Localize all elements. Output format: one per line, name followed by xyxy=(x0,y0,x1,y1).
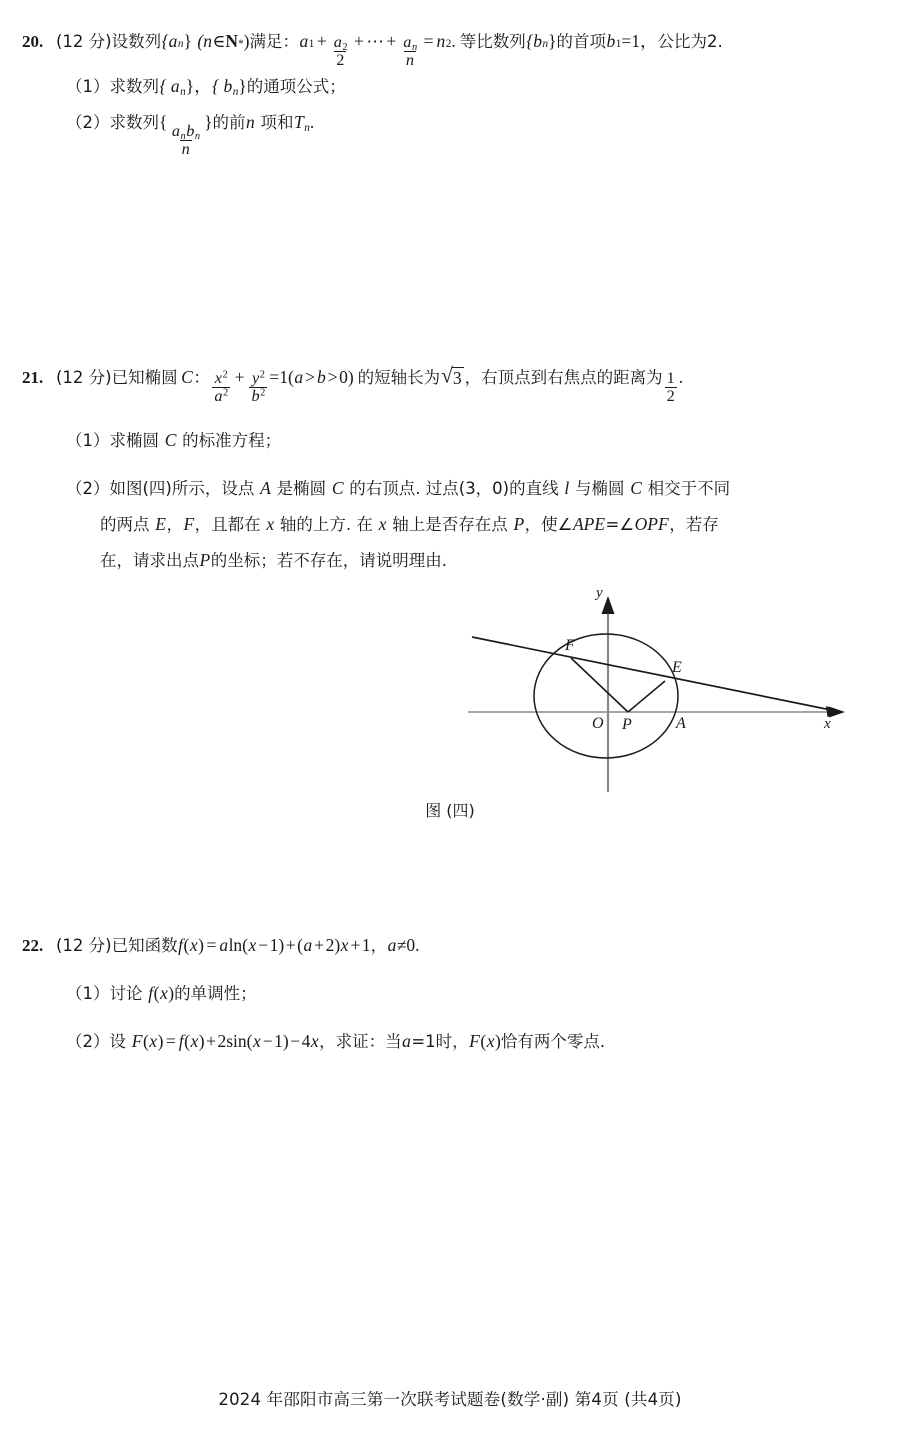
an-subscript: n xyxy=(411,41,418,53)
p22-part-1-text-a: 讨论 xyxy=(109,984,148,1004)
F2-paren-close: ) xyxy=(494,1031,501,1052)
problem-20-part-1 xyxy=(0,69,900,105)
part-2-var-T-sub: n xyxy=(304,122,310,135)
part-2-brace-close: } xyxy=(204,112,213,133)
F-equals: = xyxy=(165,1031,176,1052)
ap2-plus: + xyxy=(314,935,325,955)
p22-part-2-text-a: 设 xyxy=(109,1032,132,1052)
figure-caption: 图 (四) xyxy=(425,801,475,820)
ellipse-equals-one: =1( xyxy=(269,367,294,387)
half-denominator: 2 xyxy=(666,387,675,406)
secant-line-l xyxy=(472,637,843,717)
part-1-text-a: 求数列 xyxy=(109,77,159,97)
a2-denominator: 2 xyxy=(336,51,345,70)
sequence-a-close: } xyxy=(183,31,192,51)
y-exponent: 2 xyxy=(259,369,265,381)
part-1-text-b: 的通项公式； xyxy=(246,77,346,97)
ellipse-known-text: 已知椭圆 xyxy=(111,368,178,387)
an-denominator: n xyxy=(405,51,415,70)
p22-part-1-paren-close: ) xyxy=(168,983,175,1004)
part-1-seq-a-close: }， xyxy=(185,76,212,97)
problem-22-part-2 xyxy=(0,1012,900,1060)
fn-plus-1: + xyxy=(285,935,296,955)
condition-b: b xyxy=(316,367,326,387)
F-def-x: x xyxy=(190,1031,199,1052)
F-paren-open: ( xyxy=(142,1031,149,1052)
problem-22 xyxy=(0,928,900,1060)
p22-part-2-text-b: ，求证：当 xyxy=(319,1032,402,1052)
part-2-label: （2） xyxy=(66,113,110,133)
equals-sign: = xyxy=(423,31,434,51)
fn-constant-one: 1 xyxy=(361,935,371,955)
fraction-a2-over-2 xyxy=(331,34,349,69)
ellipsis-dots: ⋯ xyxy=(366,31,384,51)
fn-comma: ， xyxy=(370,936,388,955)
common-ratio-text: 公比为2. xyxy=(657,32,723,51)
p21-l1-ellipse-C2: C xyxy=(630,478,642,499)
fn-paren-open: ( xyxy=(183,935,190,955)
F2-paren-open: ( xyxy=(480,1031,487,1052)
angle-APE: APE xyxy=(572,513,606,534)
part-2-text-c: 项和 xyxy=(255,113,294,133)
problem-21-marks: (12 分) xyxy=(56,368,112,387)
point-label-E: E xyxy=(672,659,682,676)
ln-argument-x: x xyxy=(248,935,257,955)
p21-l2-t5: 轴上是否存在点 xyxy=(386,514,513,534)
problem-22-marks: (12 分) xyxy=(56,936,112,955)
part-1-label: （1） xyxy=(66,77,110,97)
problem-21 xyxy=(0,360,900,579)
sequence-b-close: } xyxy=(548,31,557,51)
F-def-paren-close: ) xyxy=(198,1031,205,1052)
square-root-three: √ 3 xyxy=(441,363,462,388)
F-plus: + xyxy=(206,1031,216,1052)
segment-PF xyxy=(571,658,628,712)
condition-zero: 0) xyxy=(339,367,354,387)
p21-l1-t5: 相交于不同 xyxy=(642,479,731,499)
p21-l3-t1: 在，请求出点 xyxy=(100,550,199,570)
anbn-num-b: b xyxy=(186,121,195,140)
p21-l2-t8: ，若存 xyxy=(669,514,719,534)
p21-l2-t6: ，使∠ xyxy=(524,514,573,534)
ap2-times-x: x xyxy=(340,935,349,955)
anbn-denominator: n xyxy=(181,139,190,158)
point-label-O: O xyxy=(592,715,604,732)
ln-minus: − xyxy=(258,935,269,955)
p22-condition-a: a xyxy=(402,1031,411,1052)
greater-than-1: > xyxy=(305,367,315,387)
p22-part-1-f: f xyxy=(148,983,154,1004)
ellipse-plus: + xyxy=(234,367,245,387)
p21-l2-t1: 的两点 xyxy=(100,514,155,534)
point-label-F: F xyxy=(565,637,575,654)
a-denominator: a xyxy=(214,387,223,406)
problem-20-number: 20. xyxy=(22,32,44,51)
F2-arg-x: x xyxy=(486,1031,495,1052)
two-sine-term: 2sin( xyxy=(217,1031,253,1052)
four-coefficient: 4 xyxy=(301,1031,311,1052)
domain-close: ) xyxy=(243,31,250,51)
sequence-a-open: {a xyxy=(161,31,178,51)
fraction-one-half xyxy=(665,370,677,405)
ap2-open: ( xyxy=(297,935,303,955)
problem-20 xyxy=(0,24,900,158)
ellipse-name-C: C xyxy=(181,367,193,387)
p21-l3-t2: 的坐标；若不存在，请说明理由. xyxy=(210,550,447,570)
x-axis xyxy=(468,707,845,718)
p21-l1-point-A: A xyxy=(260,478,271,499)
stem-period: . xyxy=(451,31,456,51)
b1-variable: b xyxy=(606,31,616,51)
function-f: f xyxy=(178,935,183,955)
rhs-n: n xyxy=(436,31,446,51)
plus-2: + xyxy=(354,31,364,51)
b-denominator: b xyxy=(251,387,260,406)
p21-l1-line-l: l xyxy=(564,478,570,499)
p21-l2-t7: =∠ xyxy=(605,514,635,534)
p22-part-2-text-c: 恰有两个零点. xyxy=(500,1032,606,1052)
fraction-y2-over-b2 xyxy=(249,370,267,405)
focus-distance-text: 右顶点到右焦点的距离为 xyxy=(481,368,663,387)
problem-20-stem-prefix: 设数列 xyxy=(111,32,162,51)
problem-22-number: 22. xyxy=(22,936,44,955)
problem-21-part-2-line-1 xyxy=(0,459,900,507)
point-label-A: A xyxy=(676,715,686,732)
term-a1: a xyxy=(299,31,309,51)
greater-than-2: > xyxy=(327,367,338,387)
fraction-x2-over-a2 xyxy=(212,370,230,405)
problem-22-stem xyxy=(0,928,900,962)
x-exponent: 2 xyxy=(222,369,228,381)
page-footer: 2024 年邵阳市高三第一次联考试题卷(数学·副) 第4页 (共4页) xyxy=(218,1390,682,1409)
p22-part-1-text-b: 的单调性； xyxy=(174,984,257,1004)
F-arg-x: x xyxy=(149,1031,158,1052)
p21-l1-t4: 与椭圆 xyxy=(569,479,630,499)
p22-part-1-paren-open: ( xyxy=(153,983,160,1004)
part-2-text-d: . xyxy=(309,112,315,133)
p21-l1-t2: 是椭圆 xyxy=(271,479,332,499)
problem-20-marks: (12 分) xyxy=(56,32,112,51)
p21-l1-ellipse-C: C xyxy=(331,478,344,499)
ellipse-stem-period: . xyxy=(678,367,684,387)
condition-a-nonzero: ≠0. xyxy=(396,935,420,955)
problem-21-stem xyxy=(0,360,900,405)
y-numerator: y xyxy=(251,369,260,387)
p21-l1-t3: 的右顶点. 过点(3，0)的直线 xyxy=(344,479,564,499)
p22-function-F2: F xyxy=(469,1031,480,1052)
domain-open: (n xyxy=(197,31,212,51)
geometric-sequence-text: 等比数列 xyxy=(459,32,526,51)
ap2-two-close: 2) xyxy=(325,935,341,955)
anbn-num-a-sub: n xyxy=(180,130,186,142)
p21-l2-axis-x: x xyxy=(266,513,275,534)
an-numerator: a xyxy=(403,33,412,51)
a-exponent: 2 xyxy=(222,387,229,399)
a2-subscript: 2 xyxy=(342,41,348,53)
y-axis-label: y xyxy=(596,585,603,601)
a2-numerator: a xyxy=(333,33,342,51)
part-2-var-T: T xyxy=(294,112,304,133)
ellipse-colon: ： xyxy=(193,368,210,387)
condition-a-var: a xyxy=(387,935,397,955)
anbn-num-b-sub: n xyxy=(194,130,201,142)
problem-20-stem: 20. (12 分) 设数列 {a n } (n ∈ N * ) 满足： a 1 + $\frac{a_2}{2}$ + ⋯ + $\frac{a_n}{n}$ = n 2 . 等比数列 {b n } 的首项 b 1 =1， 公比为2. xyxy=(0,24,900,69)
p21-part-1-var-C: C xyxy=(164,430,177,451)
F-minus: − xyxy=(290,1031,301,1052)
problem-20-part-2 xyxy=(0,105,900,158)
anbn-num-a: a xyxy=(171,121,181,140)
fraction-an-over-n xyxy=(401,34,419,69)
part-1-seq-b-sub: n xyxy=(232,86,239,99)
part-2-brace-open: { xyxy=(159,112,168,133)
part-2-text-b: 的前 xyxy=(212,113,246,133)
fn-paren-close: ) xyxy=(198,935,204,955)
fraction-anbn-over-n xyxy=(169,123,202,158)
coefficient-a: a xyxy=(219,935,229,955)
four-x: x xyxy=(310,1031,319,1052)
p21-l1-t1: 如图(四)所示，设点 xyxy=(109,479,260,499)
ellipse-curve xyxy=(534,634,678,758)
fn-equals: = xyxy=(206,935,217,955)
p21-part-1-text-a: 求椭圆 xyxy=(109,431,165,451)
p21-l2-t4: 轴的上方. 在 xyxy=(274,514,379,534)
F-paren-close: ) xyxy=(157,1031,164,1052)
natural-numbers-symbol: N xyxy=(225,31,239,51)
p22-a-equals-one: =1时， xyxy=(411,1032,469,1052)
sqrt-radicand: 3 xyxy=(452,368,462,388)
function-F: F xyxy=(131,1031,143,1052)
segment-PE xyxy=(628,681,665,712)
ellipse-comma: ， xyxy=(464,368,482,387)
part-2-text-a: 求数列 xyxy=(109,113,159,133)
sequence-b-open: {b xyxy=(526,31,542,51)
p21-part-2-label: （2） xyxy=(66,479,110,499)
p21-part-1-text-b: 的标准方程； xyxy=(176,431,282,451)
p22-part-2-label: （2） xyxy=(66,1032,110,1052)
part-1-seq-b-close: } xyxy=(238,76,247,97)
problem-21-number: 21. xyxy=(22,368,44,387)
p21-l2-t2: ， xyxy=(166,514,183,534)
in-symbol: ∈ xyxy=(212,31,226,51)
sine-minus: − xyxy=(262,1031,273,1052)
plus-1: + xyxy=(316,31,327,51)
F-def-f: f xyxy=(178,1031,184,1052)
F-def-paren-open: ( xyxy=(184,1031,190,1052)
x-axis-label: x xyxy=(824,716,831,732)
first-term-text: 的首项 xyxy=(556,32,606,51)
p22-part-1-label: （1） xyxy=(66,984,110,1004)
satisfy-text: 满足： xyxy=(249,32,299,51)
b-exponent: 2 xyxy=(260,387,266,399)
point-label-P: P xyxy=(622,716,632,733)
b1-value: =1， xyxy=(621,31,658,51)
p22-part-1-x: x xyxy=(159,983,168,1004)
problem-22-part-1 xyxy=(0,962,900,1012)
problem-21-part-1 xyxy=(0,405,900,459)
p21-l3-point-P: P xyxy=(199,549,211,570)
condition-a: a xyxy=(294,367,304,387)
problem-21-part-2-line-3 xyxy=(0,543,900,579)
problem-21-part-2-line-2 xyxy=(0,507,900,543)
part-1-seq-a: { a xyxy=(159,76,180,97)
part-1-seq-b: { b xyxy=(212,76,233,97)
part-2-var-n: n xyxy=(246,112,255,133)
angle-OPF: OPF xyxy=(634,513,669,534)
p21-l2-point-F: F xyxy=(183,513,195,534)
p21-l2-axis-x2: x xyxy=(378,513,387,534)
natural-log: ln( xyxy=(228,935,249,955)
sine-one-close: 1) xyxy=(274,1031,289,1052)
fn-plus-2: + xyxy=(350,935,361,955)
p21-l2-point-P: P xyxy=(513,513,525,534)
part-1-seq-a-sub: n xyxy=(180,86,186,99)
x-numerator: x xyxy=(214,369,222,387)
plus-3: + xyxy=(386,31,397,51)
p21-l2-t3: ，且都在 xyxy=(194,514,266,534)
sine-arg-x: x xyxy=(252,1031,261,1052)
function-known-text: 已知函数 xyxy=(111,936,178,955)
p21-l2-point-E: E xyxy=(155,513,166,534)
ap2-a: a xyxy=(303,935,313,955)
ln-one-close: 1) xyxy=(269,935,285,955)
minor-axis-text: 的短轴长为 xyxy=(357,368,441,387)
half-numerator: 1 xyxy=(666,369,675,387)
p21-part-1-label: （1） xyxy=(66,431,110,451)
fn-variable-x: x xyxy=(189,935,198,955)
